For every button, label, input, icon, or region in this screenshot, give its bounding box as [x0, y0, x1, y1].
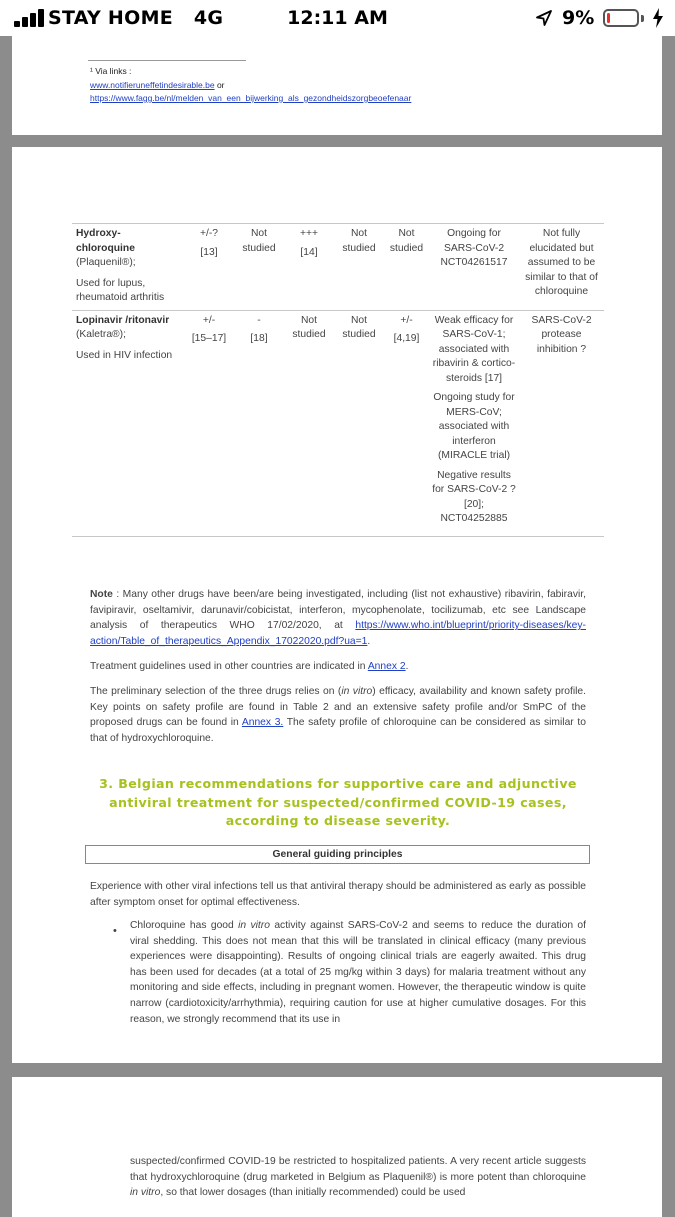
table-cell: +/- [15–17] [184, 310, 234, 536]
drug-name: Lopinavir /ritonavir [76, 314, 170, 326]
table-cell: Not studied [234, 224, 284, 311]
bullet-marker: • [113, 925, 117, 937]
drug-table [72, 223, 604, 537]
pdf-page [12, 147, 662, 1063]
footnote-divider [88, 60, 246, 61]
chloroquine-bullet: Chloroquine has good in vitro activity against SARS-CoV-2 and seems to reduce the duration of viral shedding. This does not mean that this will be translated in clinical efficacy (many previous experiences were disappointing). Results of ongoing clinical trials are eagerly awaited. This drug has been used for decades (at a total of 25 mg/kg within 3 days) for malaria treatment without any monitoring and side effects, including in pregnant women. However, the therapeutic window is quite narrow (cardiotoxicity/arrhythmia), requiring caution for use at higher cumulative dosages. For this reason, we strongly recommend that its use in [130, 920, 587, 1025]
annex-3-link[interactable]: Annex 3. [241, 717, 284, 729]
footnote-or: or [214, 80, 225, 90]
location-arrow-icon [535, 9, 553, 27]
guidelines-paragraph: Treatment guidelines used in other countries are indicated in Annex 2. [90, 661, 409, 672]
annex-2-link[interactable]: Annex 2 [367, 661, 406, 672]
pdf-page [12, 1077, 662, 1217]
clock: 12:11 AM [287, 7, 388, 29]
drug-usage: Used in HIV infection [76, 349, 173, 361]
table-row [72, 224, 604, 311]
drug-name: Hydroxy- [76, 228, 121, 239]
battery-percent: 9% [562, 7, 595, 29]
drug-brand: (Kaletra®); [76, 329, 126, 340]
principles-box: General guiding principles [85, 845, 590, 864]
footnote-label: ¹ Via links : [90, 66, 132, 76]
selection-paragraph: The preliminary selection of the three drugs relies on (in vitro) efficacy, availability and known safety profile. Key points on safety profile are found in Table 2 and an extensive safety profile and/or SmPC of the proposed drugs can be found in Annex 3. The safety profile of chloroquine can be considered as similar to that of hydroxychloroquine. [90, 686, 586, 744]
network-type: 4G [193, 7, 224, 29]
table-cell: Not studied [334, 310, 384, 536]
carrier-label: STAY HOME 4G [48, 7, 224, 29]
table-cell: Weak efficacy for SARS-CoV-1; associated with ribavirin & cortico-steroids [17] Ongoing study for MERS-CoV; associated with interferon (MIRACLE trial) Negative results for SARS-CoV-2 ? [20]; NCT04252885 [429, 310, 519, 536]
table-cell: +/-? [13] [184, 224, 234, 311]
table-cell: Ongoing for SARS-CoV-2 NCT04261517 [429, 224, 519, 311]
table-cell: +/- [4,19] [384, 310, 429, 536]
table-row [72, 310, 604, 536]
battery-icon [603, 9, 639, 27]
drug-cell [72, 224, 184, 311]
drug-usage: Used for lupus, rheumatoid arthritis [76, 277, 165, 303]
table-cell: +++ [14] [284, 224, 334, 311]
who-landscape-link[interactable]: https://www.who.int/blueprint/priority-diseases/key-action/Table_of_therapeutics_Appendix_17022020.pdf?ua=1 [90, 620, 586, 647]
experience-paragraph: Experience with other viral infections tell us that antiviral therapy should be administered as early as possible after symptom onset for optimal effectiveness. [90, 881, 586, 908]
pdf-page [12, 36, 662, 135]
note-label: Note [90, 589, 113, 600]
continued-paragraph: suspected/confirmed COVID-19 be restricted to hospitalized patients. A very recent article suggests that hydroxychloroquine (drug marketed in Belgium as Plaquenil®) is more potent than chloroquine in vitro, so that lower dosages (than initially recommended) could be used [130, 1156, 586, 1199]
drug-name: chloroquine [76, 242, 135, 254]
charging-bolt-icon [652, 8, 664, 28]
table-cell: Not studied [284, 310, 334, 536]
table-cell: Not fully elucidated but assumed to be similar to that of chloroquine [519, 224, 604, 311]
footnote-line [90, 80, 225, 90]
table-cell: Not studied [384, 224, 429, 311]
footnote-link-fagg[interactable]: https://www.fagg.be/nl/melden_van_een_bijwerking_als_gezondheidszorgbeoefenaar [90, 93, 412, 103]
section-3-heading: 3. Belgian recommendations for supportive care and adjunctive antiviral treatment for suspected/confirmed COVID-19 cases, according to disease severity. [99, 776, 577, 828]
drug-cell [72, 310, 184, 536]
note-paragraph: Note : Many other drugs have been/are being investigated, including (list not exhaustive) ribavirin, fabiravir, favipiravir, oseltamivir, darunavir/cobicistat, interferon, mycophenolate, tocilizumab, etc see Landscape analysis of therapeutics WHO 17/02/2020, at https://www.who.int/blueprint/priority-diseases/key-action/Table_of_therapeutics_Appendix_17022020.pdf?ua=1. [90, 589, 586, 647]
table-cell: - [18] [234, 310, 284, 536]
footnote-link-notifier[interactable]: www.notifieruneffetindesirable.be [90, 80, 215, 90]
status-bar [0, 0, 675, 36]
table-cell: Not studied [334, 224, 384, 311]
table-cell: SARS-CoV-2 protease inhibition ? [519, 310, 604, 536]
battery-tip [641, 15, 644, 22]
drug-brand: (Plaquenil®); [76, 257, 136, 268]
